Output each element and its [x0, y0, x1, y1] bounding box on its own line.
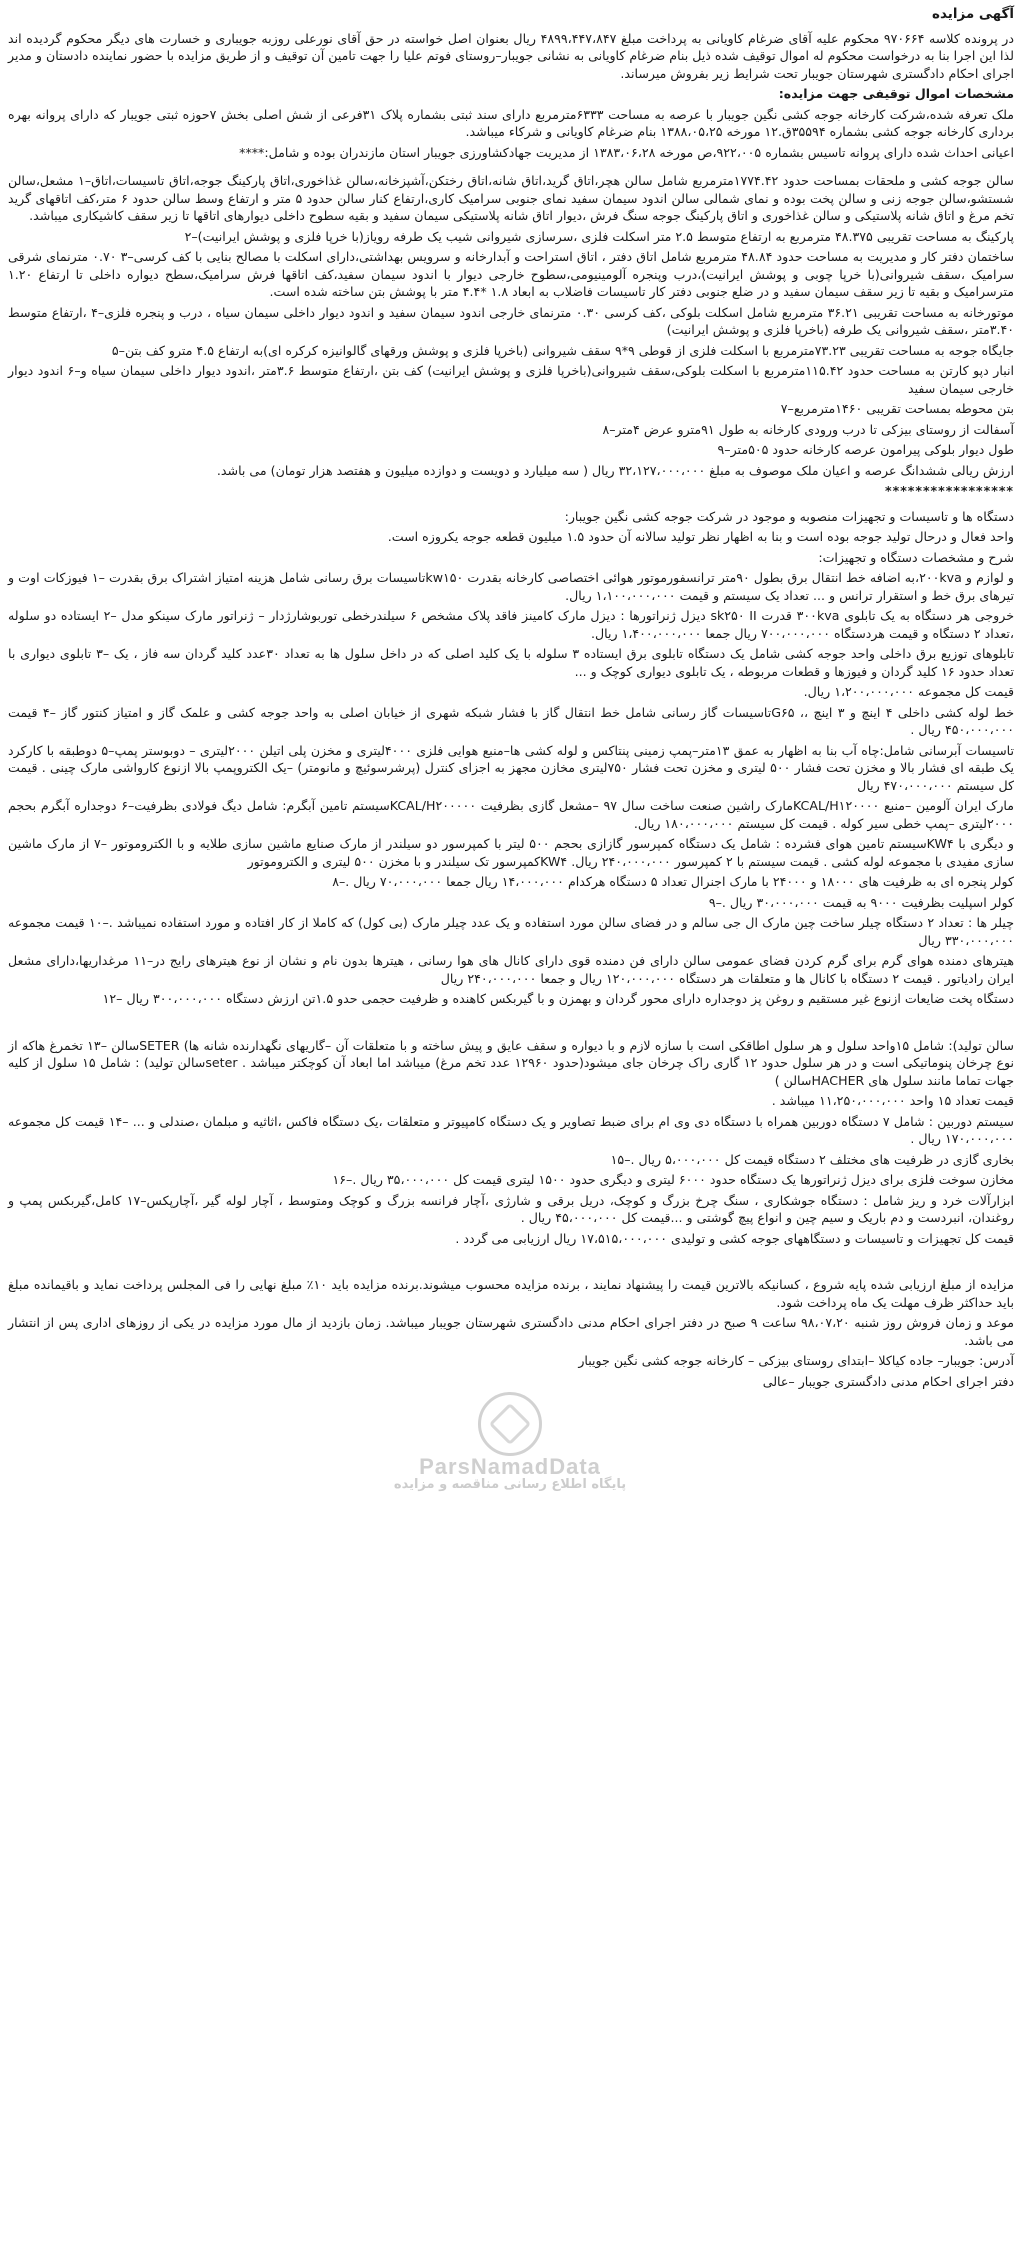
production-item: ابزارآلات خرد و ریز شامل : دستگاه جوشکاری ، سنگ چرخ بزرگ و کوچک، دریل برقی و شارژی ،آچار فرانسه بزرگ و کوچک ومتوسط ، آچار لوله گیر ،آچارپکس–۱۷ کامل،گیربکس پمپ و روغندان، انبردست و دم باریک و سیم چین و انواع پیچ گوشتی و ...قیمت کل ۴۵،۰۰۰،۰۰۰ ریال . — [8, 1192, 1015, 1225]
equipment-item: مارک ایران آلومین –منبع KCAL/H۱۲۰۰۰۰مارک راشین صنعت ساخت سال ۹۷ –مشعل گازی بظرفیت KCAL/H۲۰۰۰۰۰سیستم تامین آبگرم: شامل دیگ فولادی بظرفیت–۶ دوجداره آبگرم بحجم ۲۰۰۰لیتری –پمپ خطی سیر کوله . قیمت کل سیستم ۱۸۰،۰۰۰،۰۰۰ ریال. — [8, 798, 1014, 831]
watermark-tagline: پایگاه اطلاع رسانی مناقصه و مزایده — [393, 1476, 627, 1492]
specs-heading: مشخصات اموال توقیفی جهت مزایده: — [778, 86, 1014, 101]
property-valuation: ارزش ریالی ششدانگ عرصه و اعیان ملک موصوف به مبلغ ۳۲،۱۲۷،۰۰۰،۰۰۰ ریال ( سه میلیارد و دویست و دوازده میلیون و هفتصد هزار تومان) می باشد. — [216, 462, 1014, 478]
property-description: ملک تعرفه شده،شرکت کارخانه جوجه کشی نگین جویبار با عرصه به مساحت ۶۳۳۳مترمربع دارای سند ثبتی بشماره پلاک ۳۱فرعی از شش اصلی بخش ۷حوزه ثبتی جویبار که دارای پروانه بهره برداری کارخانه جوجه کشی بشماره ۳۵۵۹۴ق.۱۲ مورخه ۱۳۸۸،۰۵،۲۵ بنام ضرغام کاویانی و شرکاء میباشد. — [8, 106, 1014, 139]
production-item: سالن تولید): شامل ۱۵واحد سلول و هر سلول اطاقکی است با سازه لازم و با دیواره و سقف عایق و پیش ساخته و با متعلقات آن –گاریهای نگهدارنده شانه ها) SETERسالن –۱۳ تخمرغ هاکه از نوع چرخان پنوماتیکی است و در هر سلول حدود ۱۲ گاری راک چرخان جای میشود(حدود ۱۲۹۶۰ عدد تخم مرغ) میباشد اما ابعاد آن کوچکتر میباشد . seterسالن تولید) : شامل ۱۵ سلول از کلیه جهات تماما مانند سلول های HACHERسالن ) — [8, 1037, 1015, 1088]
production-item: بخاری گازی در ظرفیت های مختلف ۲ دستگاه قیمت کل ۵،۰۰۰،۰۰۰ ریال .–۱۵ — [610, 1151, 1014, 1167]
building-item: سالن جوجه کشی و ملحقات بمساحت حدود ۱۷۷۴.۴۲مترمربع شامل سالن هچر،اتاق گرید،اتاق شانه،اتاق رختکن،آشپزخانه،سالن غذاخوری،اتاق پارکینگ جوجه،اتاق تاسیسات،اتاق–۱ مشعل،سالن شستشو،سالن جوجه زنی و سالن پخت بوده و نمای شمالی سالن اندود سیمان سفید نمای جنوبی سرامیک کاری،ارتفاع کنار سالن حدود ۵ متر و ارتفاع وسط سالن حدود ۶ متر،کف اتاقهای گرید تخم مرغ و اتاق شانه پلاستیکی و سالن غذاخوری و اتاق پارکینگ جوجه سنگ فرش ،دیوار اتاق شانه پلاستیکی سیمان سفید و بقیه سطوح داخلی دیوارهای اتاقها تا زیر سقف کاشیکاری میباشد. — [8, 173, 1014, 223]
equipment-item: تابلوهای توزیع برق داخلی واحد جوجه کشی شامل یک دستگاه تابلوی برق ایستاده ۳ سلوله با یک کلید اصلی که در داخل سلول ها به تعداد ۳۰عدد کلید گردان سه فاز ، یک –۳ تابلوی دیواری با تعداد حدود ۱۶ کلید گردان و فیوزها و قطعات مربوطه ، یک تابلوی دیواری کوچک و ... — [8, 646, 1014, 679]
watermark-logo-icon — [478, 1392, 542, 1456]
equipment-item: قیمت کل مجموعه ۱،۲۰۰،۰۰۰،۰۰۰ ریال. — [803, 684, 1014, 699]
address: آدرس: جویبار– جاده کیاکلا –ابتدای روستای بیزکی – کارخانه جوجه کشی نگین جویبار — [578, 1353, 1014, 1368]
building-item: بتن محوطه بمساحت تقریبی ۱۴۶۰مترمربع–۷ — [780, 401, 1014, 416]
building-item: جایگاه جوجه به مساحت تقریبی ۷۳.۲۳مترمربع با اسکلت فلزی از قوطی ۹*۹ سقف شیروانی (باخرپا فلزی و پوشش ورقهای گالوانیزه کرکره ای)به ارتفاع ۴.۵ مترو کف بتن–۵ — [111, 342, 1014, 358]
equipment-item: و لوازم و ۲۰۰kva،به اضافه خط انتقال برق بطول ۹۰متر ترانسفورموتور هوائی اختصاصی کارخانه بقدرت kw۱۵۰تاسیسات برق رسانی شامل هزینه امتیاز اشتراک برق بقدرت –۱ فیوزکات اوت و تیرهای برق خط و استقرار ترانس و ... تعداد یک سیستم و قیمت ۱،۱۰۰،۰۰۰،۰۰۰ ریال. — [8, 570, 1014, 603]
auction-notice-page — [8, 4, 1014, 1393]
capacity-note: واحد فعال و درحال تولید جوجه بوده است و بنا به اظهار نظر تولید سالانه آن حدود ۱.۵ میلیون قطعه جوجه یکروزه است. — [387, 529, 1014, 544]
auction-time: موعد و زمان فروش روز شنبه ۹۸،۰۷،۲۰ ساعت ۹ صبح در دفتر اجرای احکام مدنی دادگستری شهرستان جویبار میباشد. زمان بازدید از مال مورد مزایده در یکی از روزهای اداری پس از انتشار می باشد. — [8, 1315, 1014, 1348]
production-item: سیستم دوربین : شامل ۷ دستگاه دوربین همراه با دستگاه دی وی ام برای ضبط تصاویر و یک دستگاه کامپیوتر و متعلقات ،یک دستگاه فاکس ،اثاثیه و مبلمان ،صندلی و ... –۱۴ قیمت کل مجموعه ۱۷۰،۰۰۰،۰۰۰ ریال . — [8, 1113, 1014, 1146]
building-item: انبار دپو کارتن به مساحت حدود ۱۱۵.۴۲مترمربع با اسکلت بلوکی،سقف شیروانی(باخرپا فلزی و پوشش ایرانیت) کف بتن ،ارتفاع متوسط ۳.۶متر ،اندود دیوار داخلی سیمان سیاه و–۶ اندود دیوار خارجی سیمان سفید — [8, 363, 1014, 396]
production-item: قیمت کل تجهیزات و تاسیسات و دستگاههای جوجه کشی و تولیدی ۱۷،۵۱۵،۰۰۰،۰۰۰ ریال ارزیابی می گردد . — [455, 1230, 1014, 1246]
auction-terms: مزایده از مبلغ ارزیابی شده پایه شروع ، کسانیکه بالاترین قیمت را پیشنهاد نمایند ، برنده مزایده محسوب میشوند.برنده مزایده باید ۱۰٪ مبلغ نهایی را فی المجلس پرداخت نماید و باقیمانده مبلغ باید حداکثر ظرف مهلت یک ماه پرداخت شود. — [8, 1277, 1014, 1310]
production-item: مخازن سوخت فلزی برای دیزل ژنراتورها یک دستگاه حدود ۶۰۰۰ لیتری و دیگری حدود ۱۵۰۰ لیتری قیمت کل ۳۵،۰۰۰،۰۰۰ ریال .–۱۶ — [332, 1172, 1014, 1187]
equipment-heading: دستگاه ها و تاسیسات و تجهیزات منصوبه و موجود در شرکت جوجه کشی نگین جویبار: — [564, 508, 1014, 524]
structures-note: اعیانی احداث شده دارای پروانه تاسیس بشماره ۹۲۲،۰۰۵،ص مورخه ۱۳۸۳،۰۶،۲۸ از مدیریت جهادکشاورزی جویبار استان مازندران بوده و شامل:**** — [239, 144, 1014, 160]
building-item: آسفالت از روستای بیزکی تا درب ورودی کارخانه به طول ۹۱مترو عرض ۴متر–۸ — [602, 421, 1014, 437]
intro-paragraph: در پرونده کلاسه ۹۷۰۶۶۴ محکوم علیه آقای ضرغام کاویانی به پرداخت مبلغ ۴۸۹۹،۴۴۷،۸۴۷ ریال بعنوان اصل خواسته در حق آقای نورعلی روزبه جویباری و خسارت های دیگر محکوم گردیده اند لذا این اجرا بنا به درخواست محکوم له اموال توقیف شده ذیل بنام ضرغام کاویانی به نشانی جویبار–روستای فوتم علیا را جهت تامین آن توقیف و از طریق مزایده با حضور نماینده دادستان و مدیر اجرای احکام دادگستری شهرستان جویبار تحت شرایط زیر بفروش میرساند. — [8, 30, 1015, 81]
equipment-item: هیترهای دمنده هوای گرم برای گرم کردن فضای عمومی سالن دارای فن دمنده قوی دارای کانال های هوا رسانی ، هیترها بدون نام و نشان از نوع هیترهای رایج در–۱۱ مرغداریها،دارای مشعل ایران رادیاتور . قیمت ۲ دستگاه با کانال ها و متعلقات هر دستگاه ۱۲۰،۰۰۰،۰۰۰ ریال و جمعا ۲۴۰،۰۰۰،۰۰۰ ریال — [8, 953, 1014, 986]
equipment-item: خط لوله کشی داخلی ۴ اینچ و ۳ اینچ ،، G۶۵تاسیسات گاز رسانی شامل خط انتقال گاز با فشار شبکه شهری از خیابان اصلی به واحد جوجه کشی و علمک گاز و امتیاز کنتور گاز –۴ قیمت ۴۵۰،۰۰۰،۰۰۰ ریال . — [8, 704, 1015, 737]
equipment-item: کولر پنجره ای به ظرفیت های ۱۸۰۰۰ و ۲۴۰۰۰ با مارک اجنرال تعداد ۵ دستگاه هرکدام ۱۴،۰۰۰،۰۰۰ ریال جمعا ۷۰،۰۰۰،۰۰۰ ریال .–۸ — [332, 874, 1014, 889]
signature: دفتر اجرای احکام مدنی دادگستری جویبار –عالی — [762, 1373, 1014, 1389]
equipment-item: دستگاه پخت ضایعات ازنوع غیر مستقیم و روغن پز دوجداره دارای محور گردان و بهمزن و با گیربکس کاهنده و ظرفیت حجمی حدو ۱.۵تن ارزش دستگاه ۳۰۰،۰۰۰،۰۰۰ ریال –۱۲ — [102, 991, 1014, 1006]
equipment-item: خروجی هر دستگاه به یک تابلوی ۳۰۰kva قدرت sk۲۵۰ II دیزل ژنراتورها : دیزل مارک کامینز فاقد پلاک مشخص ۶ سیلندرخطی توربوشارژدار – ژنراتور مارک سینکو مدل –۲ ایستاده دو سلوله ،تعداد ۲ دستگاه و قیمت هردستگاه ۷۰۰،۰۰۰،۰۰۰ ریال جمعا ۱،۴۰۰،۰۰۰،۰۰۰ ریال. — [8, 608, 1014, 641]
building-item: موتورخانه به مساحت تقریبی ۳۶.۲۱ مترمربع شامل اسکلت بلوکی ،کف کرسی ۰.۳۰ مترنمای خارجی اندود سیمان سفید و اندود دیوار داخلی سیمان سیاه ، درب و پنجره فلزی–۴ ،ارتفاع متوسط ۳.۴۰متر ،سقف شیروانی یک طرفه (باخرپا فلزی و پوشش ایرانیت) — [8, 304, 1014, 337]
equipment-items-list — [8, 569, 1014, 1008]
equipment-item: تاسیسات آبرسانی شامل:چاه آب بنا به اظهار به عمق ۱۳متر–پمپ زمینی پنتاکس و لوله کشی ها–منبع هوایی فلزی ۴۰۰۰لیتری و مخزن پلی اتیلن ۲۰۰۰لیتری – دوبوستر پمپ–۵ دوطبقه با کارکرد یک طبقه ای فشار بالا و مخزن تحت فشار ۵۰۰ لیتری و مخزن تحت فشار ۷۵۰لیتری مخازن مجهز به اجزای کنترل (پرشرسوئیچ و مانومتر) –یک الکتروپمپ بالا ازنوع کارواشی مارک چینی . قیمت کل سیستم ۴۷۰،۰۰۰،۰۰۰ ریال — [8, 742, 1014, 793]
notice-title: آگهی مزایده — [932, 6, 1014, 22]
equipment-item: و دیگری با KW۴سیستم تامین هوای فشرده : شامل یک دستگاه کمپرسور گازازی بحجم ۵۰۰ لیتر با کمپرسور دو سیلندر از مارک صنایع ماشین سازی طلایه و با الکتروموتور –۷ از مارک ماشین سازی مفیدی با مجموعه لوله کشی . قیمت سیستم با ۲ کمپرسور ۲۴۰،۰۰۰،۰۰۰ ریال. KW۴کمپرسور تک سیلندر و با مخزن ۵۰۰ لیتری و الکتروموتور — [8, 836, 1014, 869]
building-item: پارکینگ به مساحت تقریبی ۴۸.۳۷۵ مترمربع به ارتفاع متوسط ۲.۵ متر اسکلت فلزی ،سرسازی شیروانی شیب یک طرفه رویاز(با خرپا فلزی و پوشش ایرانیت)–۲ — [184, 228, 1014, 244]
production-item: قیمت تعداد ۱۵ واحد ۱۱،۲۵۰،۰۰۰،۰۰۰ میباشد . — [771, 1093, 1014, 1108]
production-items-list — [8, 1037, 1014, 1248]
equipment-item: کولر اسپلیت بظرفیت ۹۰۰۰ به قیمت ۳۰،۰۰۰،۰۰۰ ریال .–۹ — [708, 894, 1014, 910]
equipment-item: چیلر ها : تعداد ۲ دستگاه چیلر ساخت چین مارک ال جی سالم و در فضای سالن مورد استفاده و یک عدد چیلر مارک (بی کول) که کاملا از کار افتاده و مورد استفاده نمیباشد .–۱۰ قیمت مجموعه ۳۳۰،۰۰۰،۰۰۰ ریال — [8, 915, 1014, 948]
building-item: طول دیوار بلوکی پیرامون عرصه کارخانه حدود ۵۰۵متر–۹ — [717, 442, 1014, 457]
watermark-brand: ParsNamadData — [419, 1454, 601, 1479]
building-item: ساختمان دفتر کار و مدیریت به مساحت حدود ۴۸.۸۴ مترمربع شامل اتاق دفتر ، اتاق استراحت و آبدارخانه و سرویس بهداشتی،دارای اسکلت با مصالح بنایی با کف کرسی–۳ ۰.۷۰ مترنمای شرقی سرامیک ،سقف شیروانی(با خرپا چوبی و پوشش ایرانیت)،درب وپنجره آلومینیومی،سطوح خارجی دیوار با اندود سیمان سفید،کف اتاقها فرش سرامیک،سطح دیواره داخلی تا ارتفاع ۱.۲۰ مترسرامیک و بقیه تا زیر سقف سیمان سفید و در ضلع جنوبی دفتر کار تاسیسات فاضلاب به ابعاد ۱.۸ *۴.۴ متر با پوشش بتن ساخته شده است. — [8, 249, 1014, 299]
watermark — [360, 1392, 660, 1512]
separator-stars: ***************** — [885, 483, 1014, 498]
building-items-list — [8, 172, 1014, 459]
equipment-subheading: شرح و مشخصات دستگاه و تجهیزات: — [818, 549, 1014, 565]
